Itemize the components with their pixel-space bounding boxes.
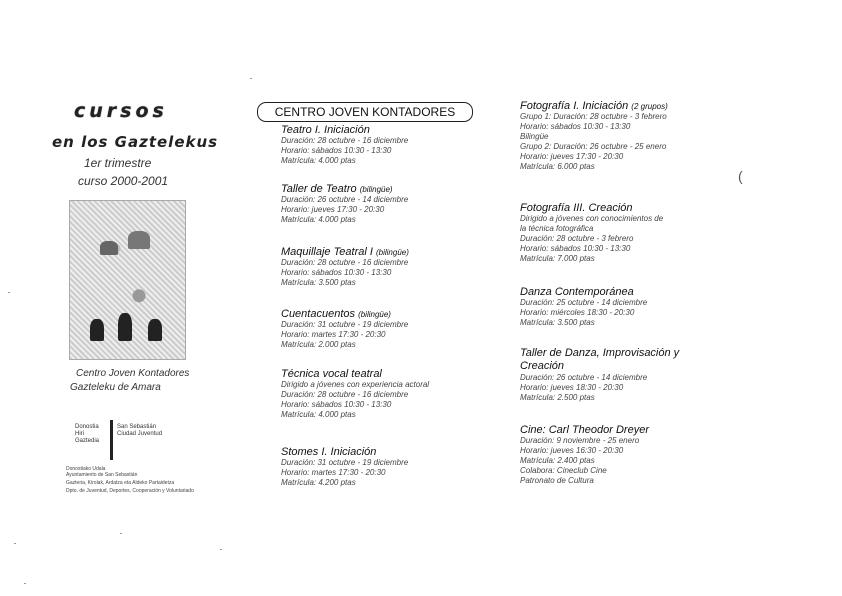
course-block-cinema xyxy=(520,424,720,486)
course-title: Técnica vocal teatral xyxy=(281,368,382,380)
course-line: Dirigido a jóvenes con experiencia actoral xyxy=(281,380,430,389)
footer-line-4: Dpto. de Juventud, Deportes, Cooperación y Voluntariado xyxy=(66,488,194,494)
course-line: Duración: 26 octubre - 14 diciembre xyxy=(520,373,648,382)
course-block-dance-workshop xyxy=(520,347,690,403)
course-title: Danza Contemporánea xyxy=(520,286,634,298)
course-block-theatre-workshop: Taller de Teatro (bilingüe) Duración: 26 octubre - 14 diciembre Horario: jueves 17:30 - 20:30 Matrícula: 4.000 ptas xyxy=(281,183,491,225)
course-line: Horario: miércoles 18:30 - 20:30 xyxy=(520,308,635,317)
course-block-theatre xyxy=(281,124,491,166)
course-line: Matrícula: 2.000 ptas xyxy=(281,340,356,349)
course-line: Matrícula: 4.000 ptas xyxy=(281,215,356,224)
course-line: Horario: jueves 17:30 - 20:30 xyxy=(520,152,624,161)
course-line: Horario: sábados 10:30 - 13:30 xyxy=(281,146,392,155)
course-title: Stomes I. Iniciación xyxy=(281,446,377,458)
footer-line-2: Ayuntamiento de San Sebastián xyxy=(66,472,138,478)
footer-line-3: Gazteria, Kirolak, Ardatza eta Aldeko Partaidetza xyxy=(66,480,175,486)
course-line: Duración: 25 octubre - 14 diciembre xyxy=(520,298,648,307)
scan-speck xyxy=(24,583,26,584)
course-line: Horario: sábados 10:30 - 13:30 xyxy=(520,122,631,131)
scan-speck xyxy=(120,533,122,534)
center-heading: CENTRO JOVEN KONTADORES xyxy=(257,102,473,122)
course-line: Horario: martes 17:30 - 20:30 xyxy=(281,468,386,477)
course-line: Horario: sábados 10:30 - 13:30 xyxy=(281,268,392,277)
course-title: Cine: Carl Theodor Dreyer xyxy=(520,424,649,436)
course-line: Horario: sábados 10:30 - 13:30 xyxy=(281,400,392,409)
course-line: Duración: 9 noviembre - 25 enero xyxy=(520,436,640,445)
brochure-title: cursos xyxy=(74,100,168,122)
course-line: Horario: martes 17:30 - 20:30 xyxy=(281,330,386,339)
course-block-vocal xyxy=(281,368,491,420)
footer-line-1: Donostiako Udala xyxy=(66,466,106,472)
course-title: Fotografía III. Creación xyxy=(520,202,633,214)
course-line: Duración: 31 octubre - 19 diciembre xyxy=(281,458,409,467)
city-logo xyxy=(75,420,185,462)
course-line: Matrícula: 3.500 ptas xyxy=(520,318,595,327)
course-line: Colabora: Cineclub Cine xyxy=(520,466,607,475)
course-line: la técnica fotográfica xyxy=(520,224,594,233)
course-title: Cuentacuentos xyxy=(281,308,355,320)
course-block-photo3 xyxy=(520,202,720,264)
course-title: Maquillaje Teatral I xyxy=(281,246,373,258)
course-line: Horario: jueves 18:30 - 20:30 xyxy=(520,383,624,392)
course-block-storytelling: Cuentacuentos (bilingüe) Duración: 31 octubre - 19 diciembre Horario: martes 17:30 - 20:30 Matrícula: 2.000 ptas xyxy=(281,308,491,350)
course-line: Duración: 26 octubre - 14 diciembre xyxy=(281,195,409,204)
scan-speck xyxy=(8,292,10,293)
trimester-label: 1er trimestre xyxy=(84,156,152,170)
course-line: Horario: jueves 16:30 - 20:30 xyxy=(520,446,624,455)
course-block-dance xyxy=(520,286,720,328)
course-line: Duración: 28 octubre - 3 febrero xyxy=(520,234,634,243)
venue-caption: Centro Joven Kontadores xyxy=(76,368,190,379)
course-line: Bilingüe xyxy=(520,132,549,141)
course-line: Dirigido a jóvenes con conocimientos de xyxy=(520,214,664,223)
course-line: Matrícula: 6.000 ptas xyxy=(520,162,595,171)
course-line: Matrícula: 3.500 ptas xyxy=(281,278,356,287)
course-block-stomes xyxy=(281,446,491,488)
fold-mark: ( xyxy=(738,168,743,184)
course-line: Matrícula: 7.000 ptas xyxy=(520,254,595,263)
course-line: Matrícula: 2.400 ptas xyxy=(520,456,595,465)
course-line: Matrícula: 4.000 ptas xyxy=(281,410,356,419)
course-line: Grupo 2: Duración: 26 octubre - 25 enero xyxy=(520,142,667,151)
course-line: Matrícula: 4.200 ptas xyxy=(281,478,356,487)
course-line: Horario: sábados 10:30 - 13:30 xyxy=(520,244,631,253)
course-line: Duración: 28 octubre - 16 diciembre xyxy=(281,136,409,145)
course-line: Grupo 1: Duración: 28 octubre - 3 febrero xyxy=(520,112,667,121)
course-line: Duración: 31 octubre - 19 diciembre xyxy=(281,320,409,329)
course-line: Matrícula: 2.500 ptas xyxy=(520,393,595,402)
course-block-makeup: Maquillaje Teatral I (bilingüe) Duración: 28 octubre - 16 diciembre Horario: sábados 10:30 - 13:30 Matrícula: 3.500 ptas xyxy=(281,246,491,288)
scan-speck xyxy=(14,543,16,544)
course-title: Fotografía I. Iniciación xyxy=(520,100,629,112)
course-line: Matrícula: 4.000 ptas xyxy=(281,156,356,165)
course-line: Duración: 28 octubre - 16 diciembre xyxy=(281,390,409,399)
brochure-subtitle: en los Gaztelekus xyxy=(52,133,219,151)
course-line: Horario: jueves 17:30 - 20:30 xyxy=(281,205,385,214)
cover-photo xyxy=(69,200,186,360)
logo-text-spanish: San Sebastián Ciudad Juventud xyxy=(117,424,163,437)
course-line: Patronato de Cultura xyxy=(520,476,594,485)
scan-speck xyxy=(250,78,252,79)
course-title: Teatro I. Iniciación xyxy=(281,124,370,136)
course-year-label: curso 2000-2001 xyxy=(78,174,169,188)
course-title: Taller de Teatro xyxy=(281,183,357,195)
course-block-photo1: Fotografía I. Iniciación (2 grupos) Grupo 1: Duración: 28 octubre - 3 febrero Horario: sábados 10:30 - 13:30 Bilingüe Grupo 2: Duración: 26 octubre - 25 enero Horario: jueves 17:30 - 20:30 Matrícula: 6.000 ptas xyxy=(520,100,720,172)
venue-caption-2: Gazteleku de Amara xyxy=(70,382,161,393)
course-line: Duración: 28 octubre - 16 diciembre xyxy=(281,258,409,267)
course-title: Taller de Danza, Improvisación y Creación xyxy=(520,347,680,372)
scan-speck xyxy=(220,549,222,550)
logo-text-basque: Donostia Hiri Gaztedia xyxy=(75,424,100,444)
